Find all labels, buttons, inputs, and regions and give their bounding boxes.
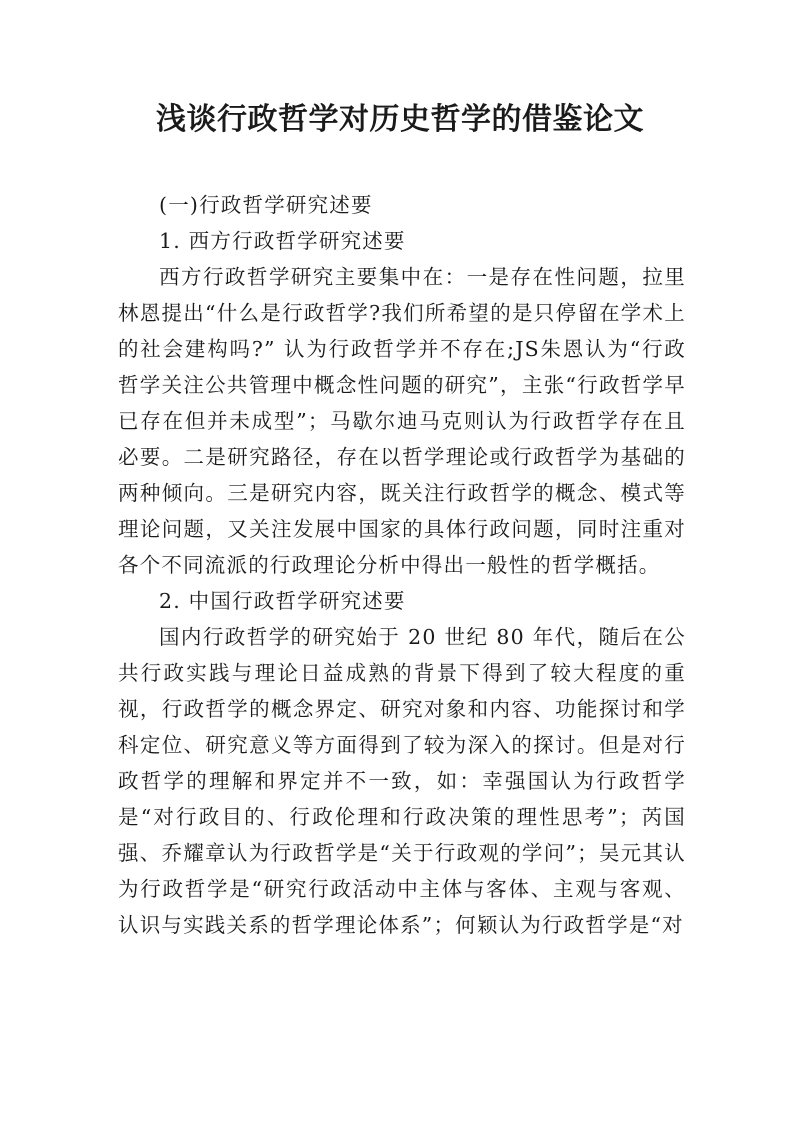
document-body bbox=[118, 187, 686, 943]
subsection-heading-chinese: 2. 中国行政哲学研究述要 bbox=[159, 589, 406, 613]
paragraph-western-research: 西方行政哲学研究主要集中在：一是存在性问题，拉里林恩提出“什么是行政哲学?我们所希望的是只停留在学术上的社会建构吗?” 认为行政哲学并不存在;JS朱恩认为“行政哲学关注公共管理中概念性问题的研究”，主张“行政哲学早已存在但并未成型”；马歇尔迪马克则认为行政哲学存在且必要。二是研究路径，存在以哲学理论或行政哲学为基础的两种倾向。三是研究内容，既关注行政哲学的概念、模式等理论问题，又关注发展中国家的具体行政问题，同时注重对各个不同流派的行政理论分析中得出一般性的哲学概括。 bbox=[118, 265, 686, 577]
paragraph-chinese-research: 国内行政哲学的研究始于 20 世纪 80 年代，随后在公共行政实践与理论日益成熟的背景下得到了较大程度的重视，行政哲学的概念界定、研究对象和内容、功能探讨和学科定位、研究意义等方面得到了较为深入的探讨。但是对行政哲学的理解和界定并不一致，如：幸强国认为行政哲学是“对行政目的、行政伦理和行政决策的理性思考”；芮国强、乔耀章认为行政哲学是“关于行政观的学问”；吴元其认为行政哲学是“研究行政活动中主体与客体、主观与客观、认识与实践关系的哲学理论体系”；何颖认为行政哲学是“对 bbox=[118, 625, 686, 937]
section-heading: (一)行政哲学研究述要 bbox=[159, 193, 373, 217]
document-title: 浅谈行政哲学对历史哲学的借鉴论文 bbox=[156, 102, 644, 137]
subsection-heading-western: 1. 西方行政哲学研究述要 bbox=[159, 229, 406, 253]
